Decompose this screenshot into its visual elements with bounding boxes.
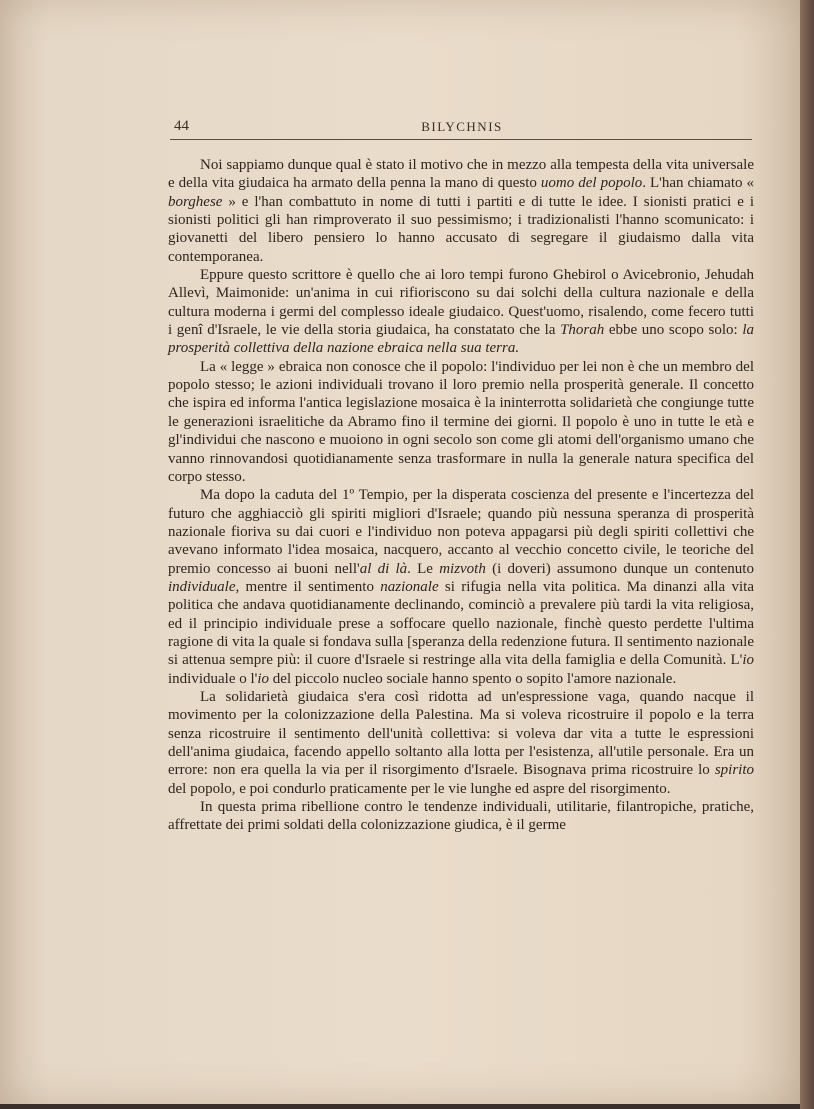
text-run: individuale o l'	[168, 670, 258, 687]
text-run: si rifugia nella vita politica. Ma dinanzi alla vita politica che andava quotidianamente declinando, cominciò a prevalere più tardi la vita religiosa, ed il principio individuale prese a soffocare quello nazionale, finchè questo perdette l'ultima ragione di vita la quale si fondava sulla [speranza della redenzione futura. Il sentimento nazionale si attenua sempre più: il cuore d'Israele si restringe alla vita della famiglia e della Comunità. L'	[168, 578, 755, 669]
page-edge	[800, 0, 814, 1109]
text-run: . Le	[407, 560, 440, 577]
italic-text: spirito	[714, 762, 754, 779]
text-run: Noi sappiamo dunque qual è stato il motivo che in mezzo alla tempesta della vita universale e della vita giudaica ha armato della penna la mano di questo	[168, 157, 754, 192]
italic-text: io	[257, 670, 270, 687]
text-run: » e l'han combattuto in nome di tutti i partiti e di tutte le idee. I sionisti pratici e i sionisti politici gli han rimproverato il suo pessimismo; i tradizionalisti l'hanno scomunicato: i giovanetti del libero pensiero lo hanno accusato di segregare il giudaismo dalla vita contemporanea.	[168, 193, 754, 265]
text-run: . L'han chiamato «	[642, 175, 755, 192]
text-run: Eppure questo scrittore è quello che ai loro tempi furono Ghebirol o Avicebronio, Jehudah Allevì, Maimonide: un'anima in cui rifioriscono su dai solchi della cultura nazionale e della cultura moderna i germi del complesso ideale giudaico. Quest'uomo, risalendo, come fecero tutti i genî d'Israele, le vie della storia giudaica, ha constatato che la	[168, 267, 754, 339]
italic-text: uomo del popolo	[540, 175, 643, 192]
italic-text: individuale	[168, 578, 236, 595]
text-run: La « legge » ebraica non conosce che il popolo: l'individuo per lei non è che un membro del popolo stesso; le azioni individuali trovano il loro premio nella prosperità generale. Il concetto che ispira ed informa l'antica legislazione mosaica è la ininterrotta solidarietà che congiunge tutte le generazioni israelitiche da Abramo fino il termine dei giorni. Il popolo è uno in tutte le età e gl'individui che nascono e muoiono in ogni secolo son come gli atomi dell'organismo umano che vanno rinnovandosi quotidianamente senza trasformare in nulla la generale natura specifica del corpo stesso.	[168, 358, 754, 485]
text-run: La solidarietà giudaica s'era così ridotta ad un'espressione vaga, quando nacque il movimento per la colonizzazione della Palestina. Ma si voleva ricostruire il popolo e la terra senza ricostruire il sentimento dell'unità collettiva: si voleva dar vita a tutte le espressioni dell'anima giudaica, facendo appello soltanto alla lotta per l'esistenza, all'utile personale. Era un errore: non era quella la via per il risorgimento d'Israele. Bisognava prima ricostruire lo	[168, 688, 754, 779]
italic-text: Thorah	[560, 322, 605, 339]
article-body	[168, 156, 754, 835]
paragraph	[168, 688, 754, 798]
italic-text: la prosperità collettiva della nazione ebraica nella sua terra.	[168, 322, 754, 357]
page-number: 44	[174, 118, 189, 134]
italic-text: nazionale	[380, 578, 439, 595]
paragraph	[168, 486, 754, 688]
text-run: del piccolo nucleo sociale hanno spento o sopito l'amore nazionale.	[269, 670, 677, 687]
text-run: ebbe uno scopo solo:	[604, 322, 743, 339]
paragraph	[168, 358, 754, 486]
paragraph	[168, 798, 754, 835]
italic-text: mizvoth	[439, 560, 486, 577]
running-header	[172, 116, 752, 138]
italic-text: io	[742, 652, 754, 669]
text-run: (i doveri) assumono dunque un contenuto	[485, 560, 754, 577]
italic-text: al di là	[359, 560, 408, 577]
header-rule	[170, 139, 752, 140]
paragraph	[168, 156, 754, 266]
text-run: , mentre il sentimento	[235, 578, 381, 595]
text-run: In questa prima ribellione contro le tendenze individuali, utilitarie, filantropiche, pratiche, affrettate dei primi soldati della colonizzazione giudica, è il germe	[168, 799, 754, 834]
italic-text: borghese	[168, 193, 223, 210]
text-run: Ma dopo la caduta del 1º Tempio, per la disperata coscienza del presente e l'incertezza del futuro che agghiacciò gli spiriti migliori d'Israele; quando più nessuna speranza di prosperità nazionale fioriva su dai cuori e l'individuo non poteva appagarsi più degli spiriti collettivi che avevano informato l'idea mosaica, nacquero, accanto al vecchio concetto civile, le teoriche del premio concesso ai buoni nell'	[168, 487, 754, 577]
running-title: BILYCHNIS	[421, 119, 503, 134]
paragraph	[168, 266, 754, 358]
text-run: del popolo, e poi condurlo praticamente per le vie lunghe ed aspre del risorgimento.	[168, 780, 671, 797]
